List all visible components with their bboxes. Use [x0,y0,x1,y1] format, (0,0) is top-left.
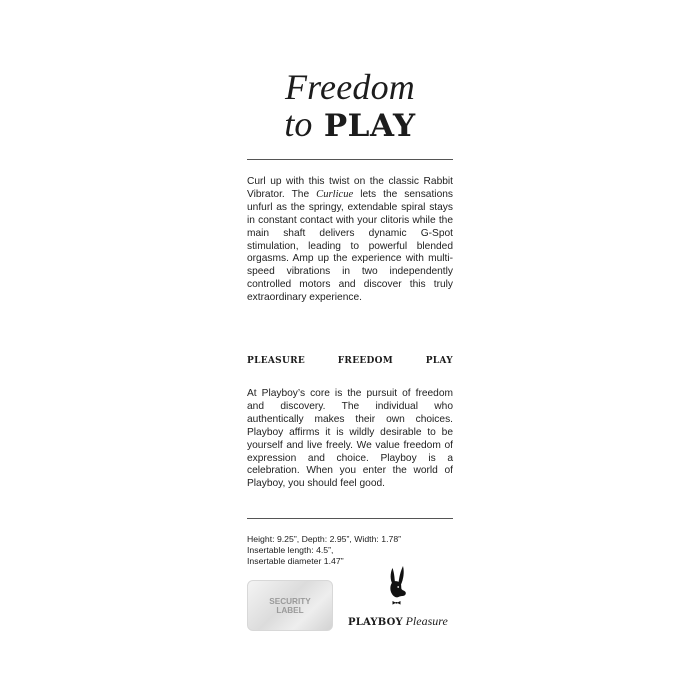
brand-playboy: PLAYBOY [348,617,403,628]
description-part2: lets the sensations unfurl as the springy, extendable spiral stays in constant contact with your clitoris while the main shaft delivers dynamic G-Spot stimulation, leading to powerful blended orgasms. Amp up the experience with multi-speed vibrations in two independently controlled motors and discover this truly extraordinary experience. [247,188,453,304]
product-specs [247,534,453,568]
security-label [247,580,333,631]
bunny-head-icon [384,565,410,607]
security-label-line1: SECURITY [269,596,311,606]
description-part1: Curl up with this twist on the classic Rabbit Vibrator. The [247,176,453,200]
title-line-to-play [247,106,453,144]
brand-pillars [247,356,453,366]
pillar-play: PLAY [425,356,453,366]
title-line-freedom: Freedom [284,67,416,107]
pillar-freedom: FREEDOM [337,356,394,366]
security-label-line2: LABEL [276,605,304,615]
brand-pleasure: Pleasure [405,614,448,628]
pillar-pleasure: PLEASURE [247,356,306,366]
title-play: PLAY [323,108,416,144]
spec-insertable-length: Insertable length: 4.5”, [247,545,334,556]
playboy-pleasure-logo [348,614,456,629]
product-name: Curlicue [316,188,354,200]
page-title [247,68,453,144]
product-description [247,176,453,305]
divider-bottom [247,518,453,519]
spec-dimensions: Height: 9.25”, Depth: 2.95”, Width: 1.78” [247,534,402,544]
brand-statement: At Playboy’s core is the pursuit of freedom and discovery. The individual who authentically makes their own choices. Playboy affirms it is wildly desirable to be yourself and live freely. We value freedom of expression and choice. Playboy is a celebration. When you enter the world of Playboy, you should feel good. [247,388,453,490]
divider-top [247,159,453,160]
title-to: to [284,104,313,144]
spec-insertable-diameter: Insertable diameter 1.47” [247,556,344,567]
